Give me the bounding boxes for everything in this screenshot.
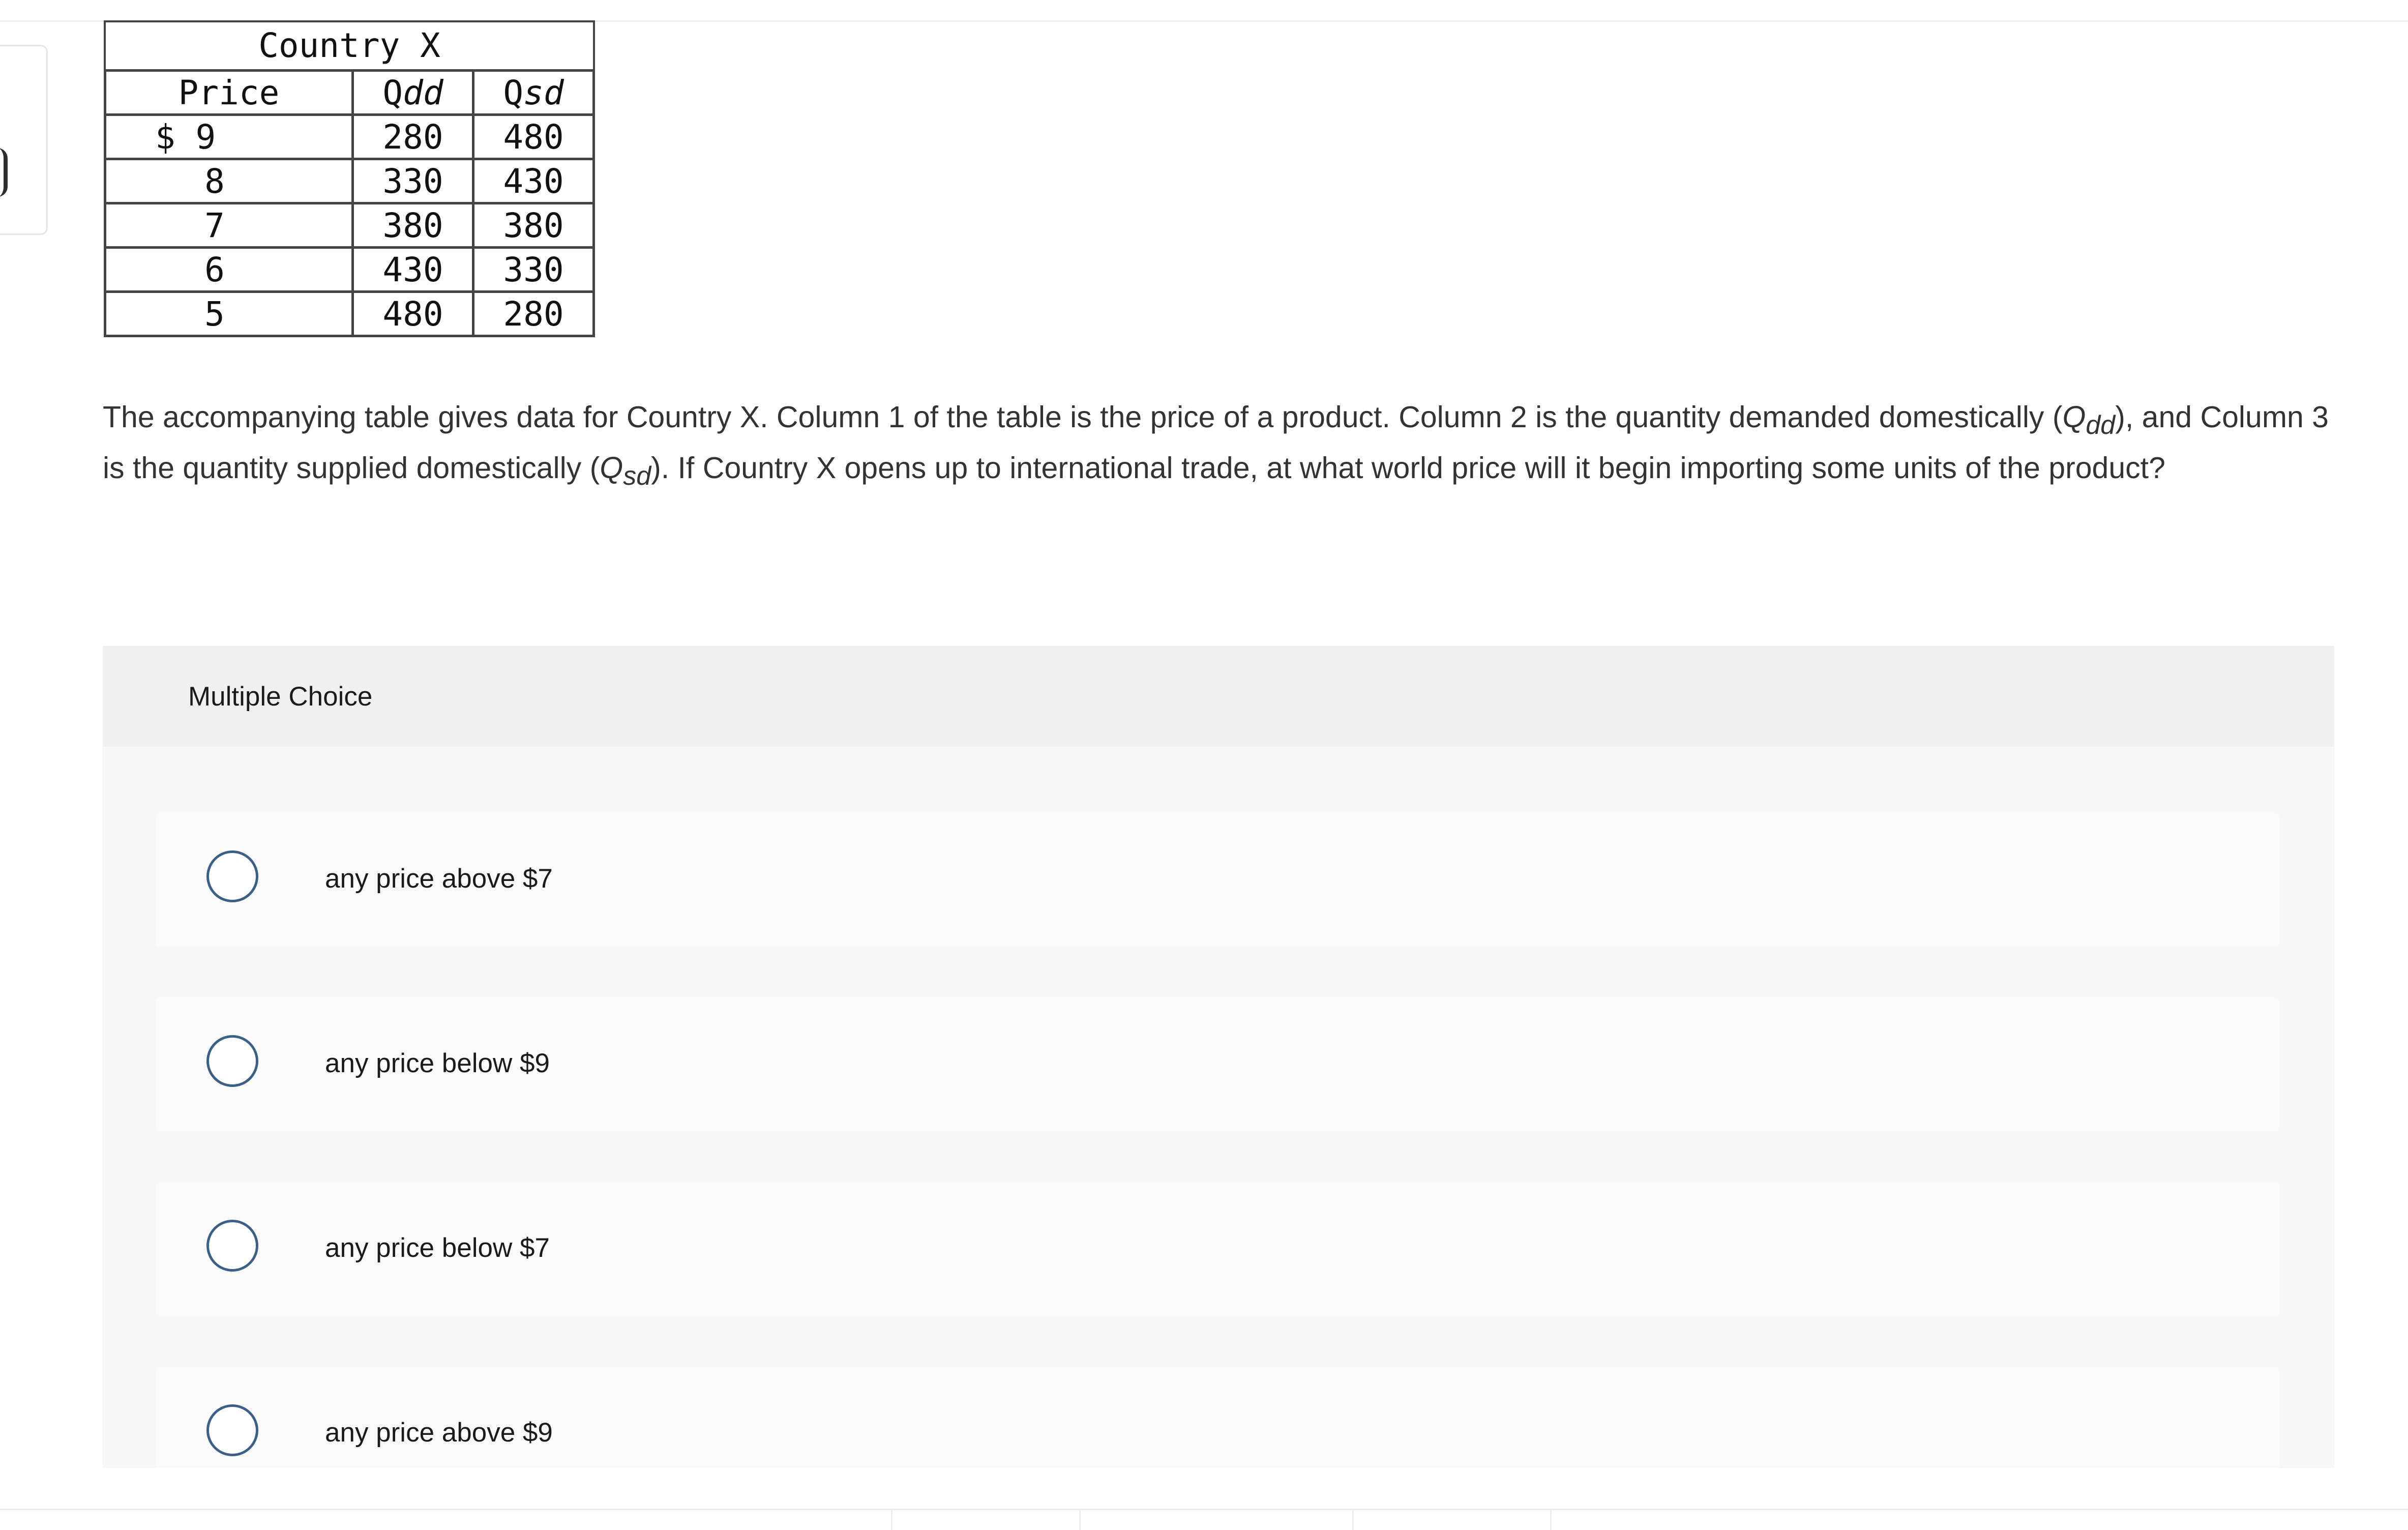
question-text	[103, 392, 2340, 493]
radio-button-icon[interactable]	[206, 1035, 258, 1087]
price-cell: $ 9	[105, 115, 353, 159]
qdd-cell: 380	[353, 203, 473, 248]
qsd-variable-symbol: Q	[600, 451, 623, 485]
answer-option[interactable]	[156, 1182, 2279, 1316]
qsd-column-header	[473, 71, 594, 115]
bottom-toolbar-divider	[1352, 1510, 1354, 1530]
qsd-subscript: sd	[523, 73, 564, 112]
answer-option-label[interactable]: any price below $9	[325, 1048, 550, 1078]
qsd-cell: 280	[473, 292, 594, 336]
qdd-cell: 430	[353, 248, 473, 292]
qsd-cell: 430	[473, 159, 594, 203]
table-header-row	[105, 71, 594, 115]
qsd-variable	[600, 451, 651, 491]
price-cell: 5	[105, 292, 353, 336]
bottom-divider	[0, 1509, 2408, 1510]
bottom-toolbar-divider	[1079, 1510, 1081, 1530]
qdd-cell: 330	[353, 159, 473, 203]
table-row	[105, 292, 594, 336]
price-cell: 7	[105, 203, 353, 248]
multiple-choice-header	[103, 646, 2334, 747]
answer-option-label[interactable]: any price below $7	[325, 1233, 550, 1263]
qdd-subscript: dd	[403, 73, 443, 112]
qsd-cell: 330	[473, 248, 594, 292]
bottom-toolbar-divider	[891, 1510, 893, 1530]
multiple-choice-panel	[103, 646, 2334, 1468]
answer-option-label[interactable]: any price above $7	[325, 864, 553, 894]
answer-option-label[interactable]: any price above $9	[325, 1418, 553, 1448]
qdd-column-header	[353, 71, 473, 115]
qsd-cell: 480	[473, 115, 594, 159]
qsd-symbol: Q	[503, 73, 524, 112]
side-panel-tab[interactable]	[0, 45, 48, 235]
table-row	[105, 115, 594, 159]
table-row	[105, 203, 594, 248]
qdd-cell: 280	[353, 115, 473, 159]
qdd-symbol: Q	[382, 73, 403, 112]
answer-option[interactable]	[156, 813, 2279, 947]
table-caption: Country X	[104, 20, 595, 69]
qsd-cell: 380	[473, 203, 594, 248]
bottom-toolbar-divider	[1550, 1510, 1552, 1530]
question-text-part2: ), and Column 3 is the quantity supplied domestically (	[103, 400, 2329, 485]
qdd-variable-symbol: Q	[2062, 400, 2086, 434]
multiple-choice-label: Multiple Choice	[188, 682, 373, 712]
qdd-variable	[2062, 400, 2116, 440]
table-row	[105, 248, 594, 292]
qsd-variable-subscript: sd	[623, 461, 651, 491]
price-column-header: Price	[105, 71, 353, 115]
side-panel-tab-icon	[0, 148, 8, 197]
table-row	[105, 159, 594, 203]
radio-button-icon[interactable]	[206, 1220, 258, 1272]
radio-button-icon[interactable]	[206, 1404, 258, 1456]
price-cell: 6	[105, 248, 353, 292]
question-text-part1: The accompanying table gives data for Country X. Column 1 of the table is the price of a product. Column 2 is the quantity demanded domestically (	[103, 400, 2063, 434]
radio-button-icon[interactable]	[206, 850, 258, 902]
answer-option[interactable]	[156, 1367, 2279, 1468]
answer-option[interactable]	[156, 997, 2279, 1132]
qdd-cell: 480	[353, 292, 473, 336]
country-x-data-table	[104, 20, 595, 337]
question-text-part3: ). If Country X opens up to international trade, at what world price will it begin importing some units of the product?	[651, 451, 2165, 485]
price-cell: 8	[105, 159, 353, 203]
qdd-variable-subscript: dd	[2086, 410, 2116, 440]
